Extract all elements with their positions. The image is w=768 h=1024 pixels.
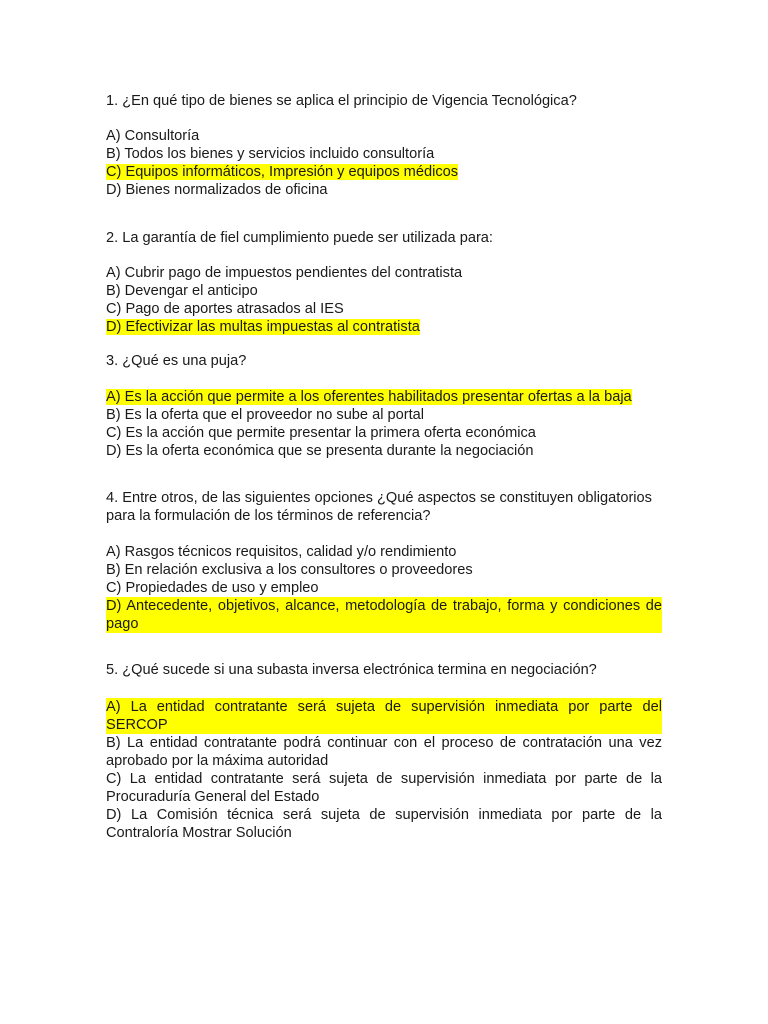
option-d-highlighted [106,318,662,336]
option-d: D) La Comisión técnica será sujeta de supervisión inmediata por parte de la Contraloría Mostrar Solución [106,807,662,841]
option-c: C) Pago de aportes atrasados al IES [106,301,344,317]
option-d: D) Bienes normalizados de oficina [106,182,328,198]
option-list [106,388,662,460]
option-b: B) Todos los bienes y servicios incluido consultoría [106,146,435,162]
option-b: B) La entidad contratante podrá continuar con el proceso de contratación una vez aprobado por la máxima autoridad [106,735,662,769]
question-text: 4. Entre otros, de las siguientes opciones ¿Qué aspectos se constituyen obligatorios para la formulación de los términos de referencia? [106,490,652,524]
question-text: 5. ¿Qué sucede si una subasta inversa electrónica termina en negociación? [106,662,597,678]
option-a: A) Rasgos técnicos requisitos, calidad y/o rendimiento [106,544,457,560]
question-4 [106,489,662,633]
option-a-highlighted [106,388,662,406]
option-list [106,127,662,199]
highlighted-answer: D) Efectivizar las multas impuestas al contratista [106,319,420,335]
highlighted-answer: A) Es la acción que permite a los oferentes habilitados presentar ofertas a la baja [106,389,632,405]
question-text: 3. ¿Qué es una puja? [106,353,247,369]
option-a: A) Cubrir pago de impuestos pendientes del contratista [106,265,463,281]
option-b: B) Devengar el anticipo [106,283,258,299]
question-3 [106,352,662,460]
option-list [106,543,662,633]
question-text: 1. ¿En qué tipo de bienes se aplica el principio de Vigencia Tecnológica? [106,93,577,109]
option-a: A) Consultoría [106,128,200,144]
question-text: 2. La garantía de fiel cumplimiento puede ser utilizada para: [106,230,493,246]
option-b: B) Es la oferta que el proveedor no sube al portal [106,407,425,423]
option-b: B) En relación exclusiva a los consultores o proveedores [106,562,473,578]
option-c-highlighted [106,163,662,181]
highlighted-answer: C) Equipos informáticos, Impresión y equipos médicos [106,164,459,180]
option-d: D) Es la oferta económica que se presenta durante la negociación [106,443,534,459]
option-list [106,264,662,336]
option-c: C) Es la acción que permite presentar la primera oferta económica [106,425,536,441]
option-c: C) La entidad contratante será sujeta de supervisión inmediata por parte de la Procuraduría General del Estado [106,771,662,805]
option-list [106,698,662,842]
option-c: C) Propiedades de uso y empleo [106,580,319,596]
question-2 [106,229,662,336]
question-5 [106,661,662,842]
option-d-highlighted: D) Antecedente, objetivos, alcance, metodología de trabajo, forma y condiciones de pago [106,598,662,632]
option-a-highlighted: A) La entidad contratante será sujeta de supervisión inmediata por parte del SERCOP [106,699,662,733]
question-1 [106,92,662,199]
